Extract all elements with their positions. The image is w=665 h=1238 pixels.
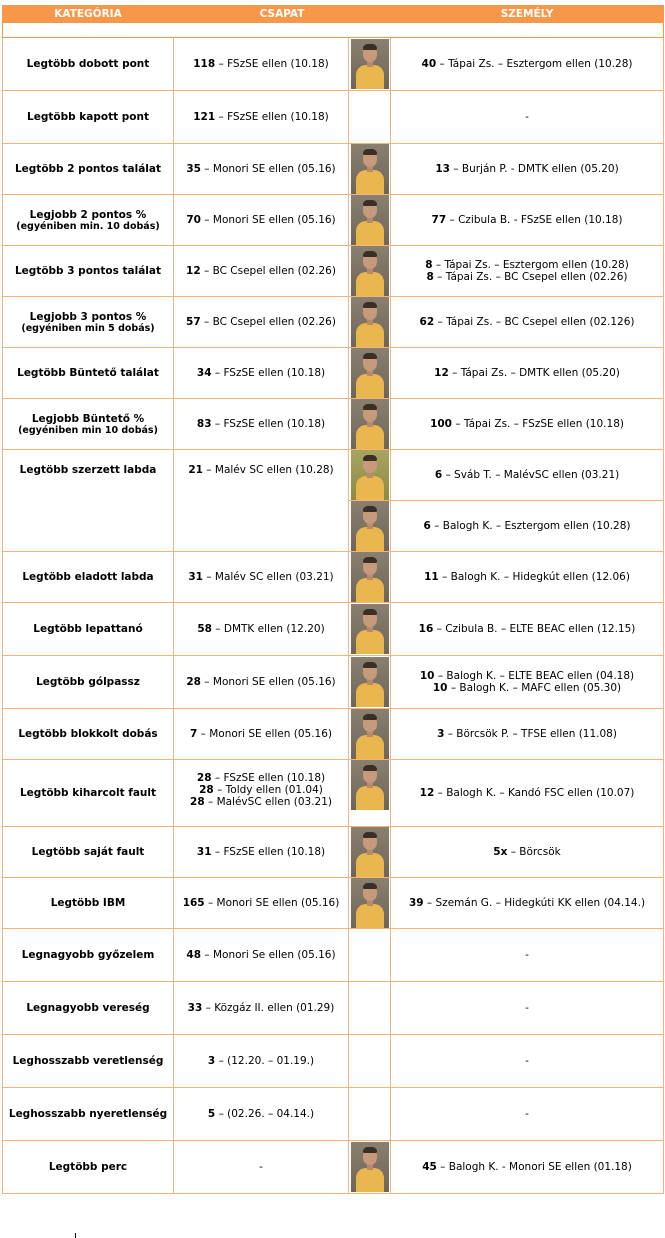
team-record-line: [176, 1108, 346, 1120]
team-record-cell: [174, 878, 349, 929]
category-label: Legnagyobb győzelem: [21, 949, 155, 961]
person-record-cell: [391, 38, 664, 91]
category-label: Legtöbb kapott pont: [27, 111, 149, 123]
photo-cell: [349, 144, 391, 195]
category-cell: [3, 195, 174, 246]
person-record-value: 39: [408, 897, 424, 909]
category-cell: [3, 348, 174, 399]
table-row: [3, 297, 664, 348]
team-record-detail: – BC Csepel ellen (02.26): [200, 265, 336, 277]
category-note: (egyéniben min. 10 dobás): [16, 220, 160, 232]
team-record-line: [176, 214, 346, 226]
team-record-value: 165: [182, 897, 205, 909]
header-person: SZEMÉLY: [391, 6, 664, 23]
records-table: [2, 5, 664, 1194]
photo-cell: [349, 878, 391, 929]
table-row: [3, 195, 664, 246]
photo-cell: [349, 91, 391, 144]
table-row: [3, 982, 664, 1035]
team-record-cell: [174, 1088, 349, 1141]
person-record-cell: [391, 878, 664, 929]
team-record-cell: [174, 827, 349, 878]
team-record-line: [176, 784, 346, 796]
table-row: [3, 929, 664, 982]
table-row: [3, 656, 664, 709]
team-record-value: 21: [188, 464, 203, 476]
bottom-divider-mark: [75, 1233, 76, 1238]
category-cell: [3, 760, 174, 827]
team-record-cell: [174, 91, 349, 144]
player-photo: [351, 552, 389, 602]
team-record-line: [176, 949, 346, 961]
photo-cell: [349, 399, 391, 450]
player-photo: [351, 501, 389, 551]
player-photo: [351, 1142, 389, 1192]
category-cell: [3, 827, 174, 878]
player-photo: [351, 39, 389, 89]
person-record-cell: [391, 450, 664, 501]
table-row: [3, 450, 664, 501]
team-record-detail: – FSzSE ellen (10.18): [211, 418, 326, 430]
player-photo: [351, 878, 389, 928]
person-record-value: 10: [419, 670, 435, 682]
category-note: (egyéniben min 5 dobás): [21, 322, 155, 334]
person-record-cell: [391, 399, 664, 450]
table-row: [3, 709, 664, 760]
person-record-value: 6: [423, 520, 431, 532]
person-record-line: [393, 787, 661, 799]
table-row: [3, 144, 664, 195]
category-label: Legtöbb dobott pont: [26, 58, 150, 70]
category-cell: [3, 1088, 174, 1141]
photo-cell: [349, 195, 391, 246]
person-record-cell: [391, 348, 664, 399]
table-row: [3, 878, 664, 929]
category-label: Legtöbb IBM: [50, 897, 126, 909]
team-record-detail: – Malév SC ellen (10.28): [202, 464, 334, 476]
person-record-detail: – Sváb T. – MalévSC ellen (03.21): [442, 469, 620, 481]
person-record-cell: [391, 144, 664, 195]
team-record-value: 35: [186, 163, 201, 175]
person-record-detail: – Balogh K. – Kandó FSC ellen (10.07): [434, 787, 635, 799]
team-record-value: 31: [188, 571, 203, 583]
team-record-detail: – (02.26. – 04.14.): [215, 1108, 315, 1120]
team-record-value: 31: [196, 846, 212, 858]
category-cell: [3, 1141, 174, 1194]
person-record-value: 3: [437, 728, 445, 740]
category-label: Legtöbb eladott labda: [22, 571, 154, 583]
person-record-line: [393, 846, 661, 858]
person-record-line: [393, 623, 661, 635]
category-cell: [3, 656, 174, 709]
category-label: Legnagyobb vereség: [26, 1002, 150, 1014]
team-record-value: 28: [199, 784, 214, 796]
person-record-value: 12: [419, 787, 435, 799]
person-record-cell: [391, 195, 664, 246]
team-record-line: [176, 676, 346, 688]
table-row: [3, 603, 664, 656]
person-record-detail: – Börcsök P. – TFSE ellen (11.08): [444, 728, 617, 740]
person-record-detail: – Balogh K. – MAFC ellen (05.30): [447, 682, 622, 694]
team-record-cell: [174, 348, 349, 399]
person-record-cell: [391, 982, 664, 1035]
person-record-detail: – Balogh K. – Esztergom ellen (10.28): [430, 520, 631, 532]
person-record-line: [393, 271, 661, 283]
team-record-line: [176, 265, 346, 277]
person-record-detail: – Tápai Zs. – DMTK ellen (05.20): [448, 367, 620, 379]
photo-cell: [349, 603, 391, 656]
team-record-detail: – Monori SE ellen (05.16): [200, 214, 336, 226]
person-record-line: [393, 520, 661, 532]
person-record-value: 62: [419, 316, 435, 328]
team-record-cell: [174, 195, 349, 246]
header-spacer: [3, 23, 664, 38]
player-photo: [351, 657, 389, 707]
team-record-detail: – Toldy ellen (01.04): [213, 784, 323, 796]
team-record-cell: [174, 1141, 349, 1194]
table-row: [3, 1141, 664, 1194]
team-record-line: [176, 1002, 346, 1014]
person-record-line: [393, 418, 661, 430]
team-record-value: 28: [190, 796, 205, 808]
category-cell: [3, 91, 174, 144]
team-record-detail: – FSzSE ellen (10.18): [211, 846, 326, 858]
team-record-value: 7: [189, 728, 198, 740]
person-record-value: 100: [430, 418, 452, 430]
photo-cell: [349, 246, 391, 297]
team-record-cell: [174, 246, 349, 297]
person-record-line: [393, 897, 661, 909]
team-record-detail: – Monori SE ellen (05.16): [204, 897, 340, 909]
team-record-line: [176, 846, 346, 858]
category-cell: [3, 399, 174, 450]
person-record-value: 77: [431, 214, 447, 226]
category-label: Leghosszabb nyeretlenség: [8, 1108, 168, 1120]
person-record-cell: [391, 1088, 664, 1141]
player-photo: [351, 760, 389, 810]
person-record-cell: [391, 709, 664, 760]
person-record-line: [393, 571, 661, 583]
person-record-value: 11: [424, 571, 439, 583]
person-record-detail: – Szemán G. – Hidegkúti KK ellen (04.14.): [423, 897, 646, 909]
person-record-value: 6: [434, 469, 443, 481]
category-cell: [3, 982, 174, 1035]
team-record-line: [176, 464, 346, 476]
photo-cell: [349, 297, 391, 348]
team-record-detail: – FSzSE ellen (10.18): [215, 58, 329, 70]
category-cell: [3, 144, 174, 195]
player-photo: [351, 195, 389, 245]
person-record-value: 12: [434, 367, 449, 379]
team-record-value: 70: [186, 214, 201, 226]
photo-cell: [349, 501, 391, 552]
team-record-value: 58: [197, 623, 212, 635]
category-cell: [3, 552, 174, 603]
person-record-line: [393, 469, 661, 481]
person-record-detail: – Balogh K. – ELTE BEAC ellen (04.18): [434, 670, 635, 682]
person-record-line: [393, 682, 661, 694]
person-record-cell: [391, 760, 664, 827]
person-record-empty: -: [525, 949, 529, 961]
person-record-empty: -: [525, 1108, 529, 1120]
photo-cell: [349, 827, 391, 878]
person-record-detail: – Tápai Zs. – Esztergom ellen (10.28): [432, 259, 629, 271]
person-record-cell: [391, 91, 664, 144]
team-record-cell: [174, 144, 349, 195]
team-record-value: 57: [186, 316, 201, 328]
records-body: [3, 38, 664, 1194]
photo-cell: [349, 552, 391, 603]
team-record-detail: – DMTK ellen (12.20): [211, 623, 325, 635]
player-photo: [351, 709, 389, 759]
person-record-value: 5x: [493, 846, 508, 858]
team-record-cell: [174, 982, 349, 1035]
team-record-line: [176, 163, 346, 175]
photo-cell: [349, 1035, 391, 1088]
person-record-empty: -: [525, 1055, 529, 1067]
person-record-value: 13: [435, 163, 450, 175]
table-row: [3, 348, 664, 399]
team-record-line: [176, 316, 346, 328]
team-record-value: 34: [196, 367, 212, 379]
category-label: Legtöbb lepattanó: [33, 623, 143, 635]
person-record-line: [393, 670, 661, 682]
person-record-detail: – Czibula B. - FSzSE ellen (10.18): [446, 214, 623, 226]
person-record-cell: [391, 297, 664, 348]
person-record-line: [393, 259, 661, 271]
team-record-cell: [174, 656, 349, 709]
header-category: KATEGÓRIA: [3, 6, 174, 23]
category-label: Legtöbb 2 pontos találat: [14, 163, 162, 175]
player-photo: [351, 450, 389, 500]
table-row: [3, 760, 664, 827]
team-record-cell: [174, 709, 349, 760]
team-record-detail: – Közgáz II. ellen (01.29): [202, 1002, 335, 1014]
photo-cell: [349, 760, 391, 827]
person-record-cell: [391, 501, 664, 552]
table-row: [3, 246, 664, 297]
person-record-line: [393, 316, 661, 328]
category-label: Legjobb 2 pontos %: [29, 208, 147, 221]
category-cell: [3, 929, 174, 982]
team-record-value: 118: [193, 58, 216, 70]
header-team: CSAPAT: [174, 6, 391, 23]
category-label: Legtöbb saját fault: [31, 846, 145, 858]
player-photo: [351, 399, 389, 449]
person-record-cell: [391, 246, 664, 297]
player-photo: [351, 348, 389, 398]
person-record-detail: – Burján P. - DMTK ellen (05.20): [449, 163, 619, 175]
team-record-cell: [174, 38, 349, 91]
person-record-line: [393, 58, 661, 70]
person-record-value: 8: [425, 259, 433, 271]
team-record-value: 5: [207, 1108, 216, 1120]
player-photo: [351, 246, 389, 296]
person-record-value: 8: [426, 271, 434, 283]
photo-cell: [349, 1088, 391, 1141]
team-record-line: [176, 367, 346, 379]
person-record-cell: [391, 827, 664, 878]
person-record-detail: – Balogh K. – Hidegkút ellen (12.06): [438, 571, 630, 583]
person-record-line: [393, 214, 661, 226]
table-row: [3, 827, 664, 878]
person-record-line: [393, 728, 661, 740]
team-record-value: 33: [187, 1002, 203, 1014]
table-row: [3, 1088, 664, 1141]
table-row: [3, 38, 664, 91]
team-record-value: 28: [196, 772, 212, 784]
team-record-detail: – FSzSE ellen (10.18): [215, 111, 329, 123]
person-record-detail: – Tápai Zs. – BC Csepel ellen (02.26): [433, 271, 628, 283]
player-photo: [351, 827, 389, 877]
person-record-line: [393, 163, 661, 175]
team-record-empty: -: [259, 1161, 263, 1173]
team-record-detail: – Monori SE ellen (05.16): [197, 728, 332, 740]
category-cell: [3, 878, 174, 929]
team-record-detail: – FSzSE ellen (10.18): [211, 772, 326, 784]
photo-cell: [349, 38, 391, 91]
team-record-line: [176, 772, 346, 784]
team-record-detail: – (12.20. – 01.19.): [215, 1055, 315, 1067]
team-record-detail: – MalévSC ellen (03.21): [204, 796, 332, 808]
person-record-value: 16: [418, 623, 434, 635]
category-label: Legtöbb szerzett labda: [19, 464, 157, 476]
category-note: (egyéniben min 10 dobás): [18, 424, 158, 436]
team-record-detail: – BC Csepel ellen (02.26): [200, 316, 336, 328]
team-record-line: [176, 1055, 346, 1067]
photo-cell: [349, 929, 391, 982]
category-label: Leghosszabb veretlenség: [12, 1055, 164, 1067]
person-record-value: 40: [421, 58, 437, 70]
team-record-cell: [174, 603, 349, 656]
person-record-cell: [391, 603, 664, 656]
person-record-detail: – Balogh K. - Monori SE ellen (01.18): [436, 1161, 632, 1173]
person-record-detail: – Tápai Zs. – Esztergom ellen (10.28): [436, 58, 633, 70]
team-record-line: [176, 796, 346, 808]
team-record-cell: [174, 1035, 349, 1088]
team-record-line: [176, 418, 346, 430]
photo-cell: [349, 348, 391, 399]
team-record-detail: – Monori Se ellen (05.16): [201, 949, 336, 961]
photo-cell: [349, 982, 391, 1035]
person-record-value: 10: [432, 682, 448, 694]
category-cell: [3, 450, 174, 552]
team-record-cell: [174, 929, 349, 982]
team-record-value: 121: [193, 111, 216, 123]
table-row: [3, 91, 664, 144]
person-record-line: [393, 367, 661, 379]
category-label: Legtöbb perc: [48, 1161, 128, 1173]
category-cell: [3, 38, 174, 91]
team-record-value: 48: [186, 949, 202, 961]
team-record-line: [176, 58, 346, 70]
person-record-detail: – Czibula B. – ELTE BEAC ellen (12.15): [433, 623, 636, 635]
person-record-detail: – Börcsök: [507, 846, 561, 858]
category-label: Legjobb Büntető %: [31, 412, 145, 425]
team-record-cell: [174, 552, 349, 603]
team-record-detail: – FSzSE ellen (10.18): [211, 367, 326, 379]
category-cell: [3, 603, 174, 656]
person-record-cell: [391, 656, 664, 709]
team-record-detail: – Monori SE ellen (05.16): [200, 163, 336, 175]
photo-cell: [349, 656, 391, 709]
photo-cell: [349, 450, 391, 501]
photo-cell: [349, 1141, 391, 1194]
player-photo: [351, 297, 389, 347]
category-cell: [3, 246, 174, 297]
table-row: [3, 1035, 664, 1088]
team-record-detail: – Monori SE ellen (05.16): [200, 676, 336, 688]
team-record-value: 28: [186, 676, 201, 688]
team-record-line: [176, 111, 346, 123]
person-record-empty: -: [525, 1002, 529, 1014]
team-record-detail: – Malév SC ellen (03.21): [202, 571, 334, 583]
person-record-cell: [391, 929, 664, 982]
team-record-value: 3: [207, 1055, 216, 1067]
person-record-empty: -: [525, 111, 529, 123]
category-label: Legjobb 3 pontos %: [29, 310, 147, 323]
person-record-detail: – Tápai Zs. – BC Csepel ellen (02.126): [434, 316, 635, 328]
person-record-line: [393, 1161, 661, 1173]
team-record-value: 83: [196, 418, 212, 430]
team-record-cell: [174, 450, 349, 552]
team-record-line: [176, 623, 346, 635]
category-label: Legtöbb 3 pontos találat: [14, 265, 162, 277]
table-row: [3, 552, 664, 603]
photo-cell: [349, 709, 391, 760]
category-label: Legtöbb gólpassz: [36, 676, 140, 688]
person-record-cell: [391, 1035, 664, 1088]
category-label: Legtöbb blokkolt dobás: [18, 728, 158, 740]
person-record-value: 45: [422, 1161, 437, 1173]
person-record-cell: [391, 552, 664, 603]
person-record-detail: – Tápai Zs. – FSzSE ellen (10.18): [451, 418, 624, 430]
team-record-value: 12: [186, 265, 201, 277]
team-record-line: [176, 897, 346, 909]
category-label: Legtöbb kiharcolt fault: [19, 787, 157, 799]
category-cell: [3, 1035, 174, 1088]
team-record-line: [176, 728, 346, 740]
category-label: Legtöbb Büntető találat: [17, 367, 159, 379]
team-record-line: [176, 571, 346, 583]
team-record-cell: [174, 297, 349, 348]
team-record-cell: [174, 760, 349, 827]
category-cell: [3, 709, 174, 760]
player-photo: [351, 144, 389, 194]
category-cell: [3, 297, 174, 348]
table-row: [3, 399, 664, 450]
person-record-cell: [391, 1141, 664, 1194]
player-photo: [351, 604, 389, 654]
team-record-cell: [174, 399, 349, 450]
